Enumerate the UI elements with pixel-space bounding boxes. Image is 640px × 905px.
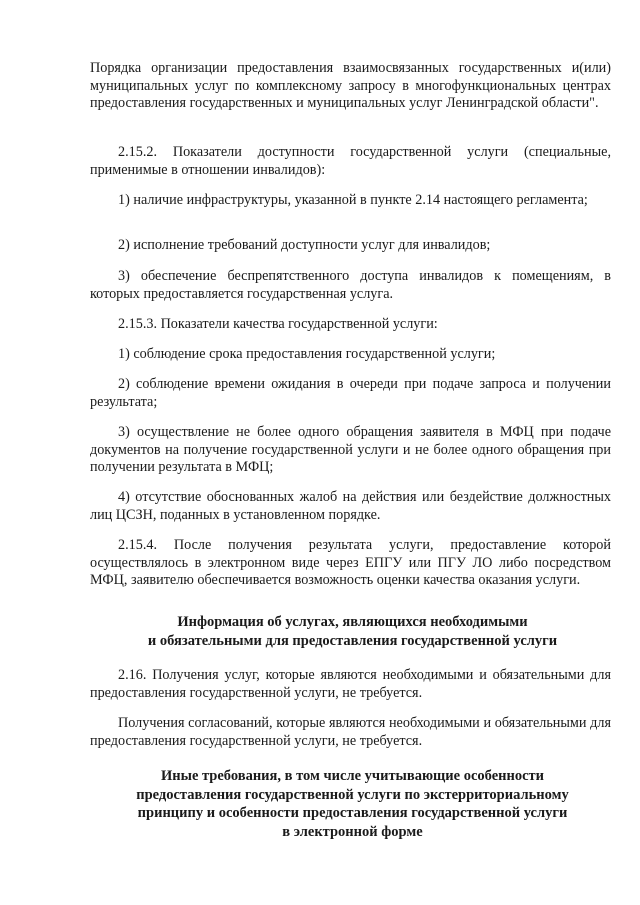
heading-line: Иные требования, в том числе учитывающие особенности: [160, 768, 545, 784]
section-heading-necessary-services: [90, 613, 615, 650]
heading-line: Информация об услугах, являющихся необходимыми: [177, 614, 528, 630]
paragraph-2-16: 2.16. Получения услуг, которые являются необходимыми и обязательными для предоставления государственной услуги, не требуется.: [90, 667, 611, 701]
paragraph-approvals: Получения согласований, которые являются необходимыми и обязательными для предоставления государственной услуги, не требуется.: [90, 715, 611, 749]
paragraph-2-15-2: 2.15.2. Показатели доступности государственной услуги (специальные, применимые в отношении инвалидов):: [90, 144, 611, 178]
section-heading-other-requirements: [90, 767, 615, 841]
paragraph-mfc-procedure: Порядка организации предоставления взаимосвязанных государственных и(или) муниципальных услуг по комплексному запросу в многофункциональных центрах предоставления государственных и муниципальных услуг Ленинградской области".: [90, 60, 611, 111]
paragraph-item-3-access: 3) обеспечение беспрепятственного доступа инвалидов к помещениям, в которых предоставляется государственная услуга.: [90, 268, 611, 302]
paragraph-quality-item-3: 3) осуществление не более одного обращения заявителя в МФЦ при подаче документов на получение государственной услуги и не более одного обращения при получении результата в МФЦ;: [90, 424, 611, 475]
heading-line: предоставления государственной услуги по экстерриториальному: [136, 786, 569, 803]
heading-line: и обязательными для предоставления государственной услуги: [147, 632, 558, 649]
heading-line: принципу и особенности предоставления государственной услуги: [137, 805, 568, 821]
paragraph-2-15-3: 2.15.3. Показатели качества государственной услуги:: [118, 316, 438, 332]
paragraph-quality-item-4: 4) отсутствие обоснованных жалоб на действия или бездействие должностных лиц ЦСЗН, поданных в установленном порядке.: [90, 489, 611, 523]
paragraph-quality-item-2: 2) соблюдение времени ожидания в очереди при подаче запроса и получении результата;: [90, 376, 611, 410]
paragraph-2-15-4: 2.15.4. После получения результата услуги, предоставление которой осуществлялось в электронном виде через ЕПГУ или ПГУ ЛО либо посредством МФЦ, заявителю обеспечивается возможность оценки качества оказания услуги.: [90, 537, 611, 588]
paragraph-quality-item-1: 1) соблюдение срока предоставления государственной услуги;: [118, 346, 496, 362]
paragraph-item-1-infrastructure: 1) наличие инфраструктуры, указанной в пункте 2.14 настоящего регламента;: [118, 192, 588, 208]
paragraph-item-2-accessibility: 2) исполнение требований доступности услуг для инвалидов;: [118, 237, 491, 253]
heading-line: в электронной форме: [282, 823, 423, 840]
